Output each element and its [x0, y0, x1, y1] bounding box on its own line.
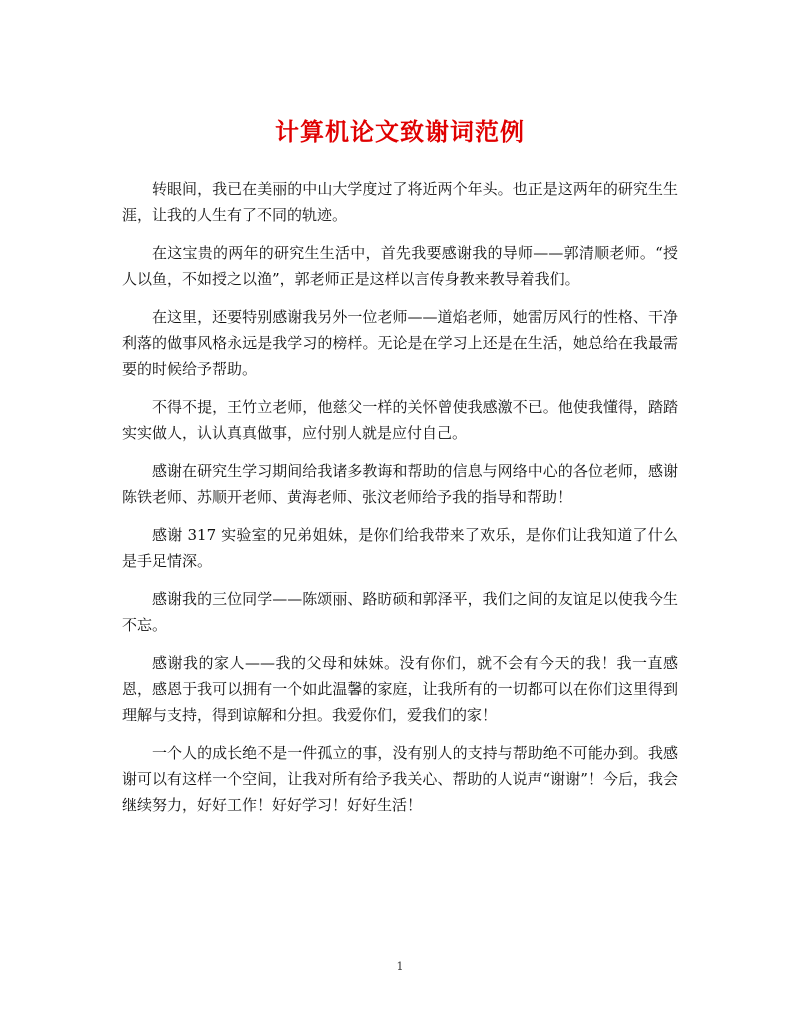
paragraph: 在这里，还要特别感谢我另外一位老师——道焰老师，她雷厉风行的性格、干净利落的做事风格永远是我学习的榜样。无论是在学习上还是在生活，她总给在我最需要的时候给予帮助。 — [122, 308, 678, 378]
paragraph: 感谢在研究生学习期间给我诸多教诲和帮助的信息与网络中心的各位老师，感谢陈铁老师、苏顺开老师、黄海老师、张汶老师给予我的指导和帮助！ — [122, 462, 678, 506]
paragraph: 转眼间，我已在美丽的中山大学度过了将近两个年头。也正是这两年的研究生生涯，让我的人生有了不同的轨迹。 — [122, 180, 678, 224]
paragraph: 感谢我的三位同学——陈颂丽、路昉硕和郭泽平，我们之间的友谊足以使我今生不忘。 — [122, 590, 678, 634]
paragraph: 感谢我的家人——我的父母和妹妹。没有你们，就不会有今天的我！我一直感恩，感恩于我可以拥有一个如此温馨的家庭，让我所有的一切都可以在你们这里得到理解与支持，得到谅解和分担。我爱你们，爱我们的家！ — [122, 654, 678, 724]
paragraph: 一个人的成长绝不是一件孤立的事，没有别人的支持与帮助绝不可能办到。我感谢可以有这样一个空间，让我对所有给予我关心、帮助的人说声“谢谢”！今后，我会继续努力，好好工作！好好学习！好好生活！ — [122, 744, 678, 814]
paragraph: 感谢 317 实验室的兄弟姐妹，是你们给我带来了欢乐，是你们让我知道了什么是手足情深。 — [122, 526, 678, 570]
page-number: 1 — [396, 960, 404, 973]
paragraph: 不得不提，王竹立老师，他慈父一样的关怀曾使我感激不已。他使我懂得，踏踏实实做人，认认真真做事，应付别人就是应付自己。 — [122, 398, 678, 442]
document-title: 计算机论文致谢词范例 — [275, 117, 525, 146]
paragraph: 在这宝贵的两年的研究生生活中，首先我要感谢我的导师——郭清顺老师。“授人以鱼，不如授之以渔”，郭老师正是这样以言传身教来教导着我们。 — [122, 244, 678, 288]
document-body — [122, 176, 678, 830]
